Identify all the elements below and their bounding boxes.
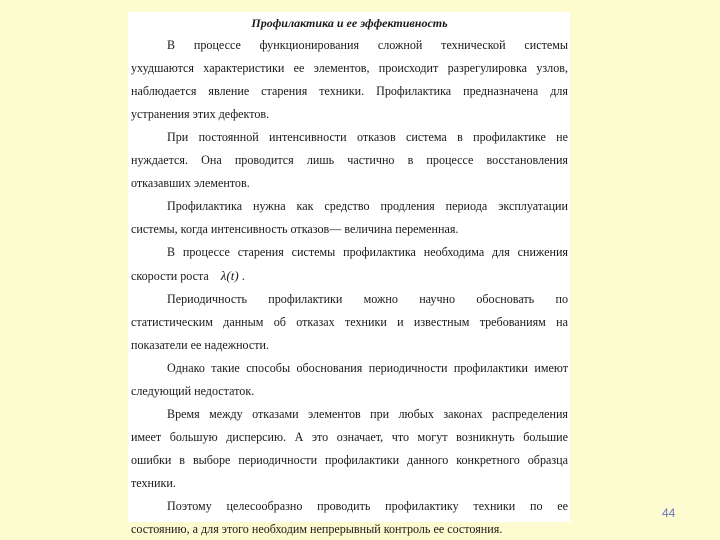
line-text: наблюдается явление старения техники. Профилактика предназначена для bbox=[131, 84, 568, 98]
paragraph-line bbox=[131, 426, 568, 449]
paragraph-line bbox=[131, 218, 568, 241]
paragraph bbox=[131, 241, 568, 288]
paragraph bbox=[131, 288, 568, 357]
line-text: следующий недостаток. bbox=[131, 384, 255, 398]
paragraph-line bbox=[131, 380, 568, 403]
paragraph-line bbox=[131, 34, 568, 57]
line-text: состоянию, а для этого необходим непрерывный контроль ее состояния. bbox=[131, 522, 503, 536]
line-text: В процессе старения системы профилактика необходима для снижения bbox=[167, 245, 568, 259]
line-text: нуждается. Она проводится лишь частично в процессе восстановления bbox=[131, 153, 568, 167]
paragraph-line bbox=[131, 57, 568, 80]
document-title: Профилактика и ее эффективность bbox=[251, 16, 448, 30]
paragraph-line bbox=[131, 241, 568, 264]
paragraph-line bbox=[131, 103, 568, 126]
line-text: Поэтому целесообразно проводить профилактику техники по ее bbox=[167, 499, 568, 513]
paragraph-line bbox=[131, 172, 568, 195]
line-text: показатели ее надежности. bbox=[131, 338, 270, 352]
paragraph-line bbox=[131, 126, 568, 149]
paragraph-line bbox=[131, 449, 568, 472]
paragraph-line bbox=[131, 334, 568, 357]
line-text: ухудшаются характеристики ее элементов, происходит разрегулировка узлов, bbox=[131, 61, 568, 75]
line-text: устранения этих дефектов. bbox=[131, 107, 270, 121]
paragraph-line bbox=[131, 472, 568, 495]
line-text: В процессе функционирования сложной технической системы bbox=[167, 38, 568, 52]
paragraph bbox=[131, 357, 568, 403]
paragraph-line bbox=[131, 357, 568, 380]
paragraph-line bbox=[131, 264, 568, 288]
line-text: При постоянной интенсивности отказов система в профилактике не bbox=[167, 130, 568, 144]
paragraph bbox=[131, 403, 568, 495]
document-body bbox=[131, 34, 568, 540]
line-text: имеет большую дисперсию. А это означает, что могут возникнуть большие bbox=[131, 430, 568, 444]
paragraph bbox=[131, 495, 568, 540]
paragraph bbox=[131, 195, 568, 241]
line-text: ошибки в выборе периодичности профилактики данного конкретного образца bbox=[131, 453, 568, 467]
document-page bbox=[128, 12, 570, 536]
paragraph-line bbox=[131, 80, 568, 103]
paragraph-line bbox=[131, 288, 568, 311]
line-text: отказавших элементов. bbox=[131, 176, 250, 190]
line-text: системы, когда интенсивность отказов— величина переменная. bbox=[131, 222, 459, 236]
line-text: Время между отказами элементов при любых законах распределения bbox=[167, 407, 568, 421]
paragraph-line bbox=[131, 311, 568, 334]
line-text: Профилактика нужна как средство продления периода эксплуатации bbox=[167, 199, 568, 213]
paragraph-line bbox=[131, 149, 568, 172]
line-text: Периодичность профилактики можно научно обосновать по bbox=[167, 292, 568, 306]
paragraph-line bbox=[131, 518, 568, 540]
page-number: 44 bbox=[662, 506, 676, 520]
line-text: статистическим данным об отказах техники и известным требованиям на bbox=[131, 315, 568, 329]
paragraph-line bbox=[131, 195, 568, 218]
paragraph bbox=[131, 126, 568, 195]
paragraph-line bbox=[131, 403, 568, 426]
paragraph-line bbox=[131, 495, 568, 518]
line-text: Однако такие способы обоснования периодичности профилактики имеют bbox=[167, 361, 568, 375]
line-text: техники. bbox=[131, 476, 176, 490]
paragraph bbox=[131, 34, 568, 126]
formula-lambda-t: λ(t) . bbox=[220, 268, 246, 283]
line-text: скорости роста bbox=[131, 269, 209, 283]
